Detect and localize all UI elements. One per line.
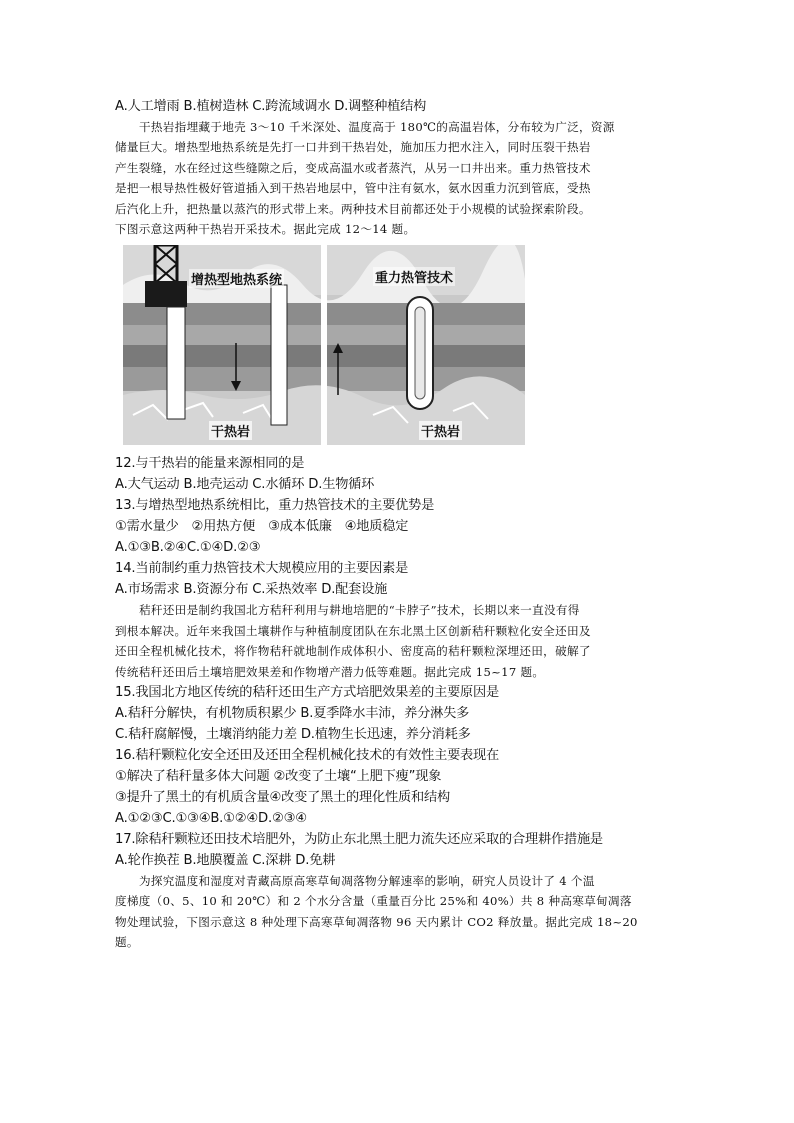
left-diagram-title: 增热型地热系统 [189, 269, 284, 288]
passage-line: 干热岩指埋藏于地壳 3～10 千米深处、温度高于 180℃的高温岩体，分布较为广泛，资源 [139, 120, 615, 134]
passage-line: 秸秆还田是制约我国北方秸秆利用与耕地培肥的“卡脖子”技术，长期以来一直没有得 [139, 603, 580, 618]
passage-litter-decomposition [115, 871, 695, 953]
passage-line: 储量巨大。增热型地热系统是先打一口井到干热岩处，施加压力把水注入，同时压裂干热岩 [115, 140, 591, 155]
passage-line: 物处理试验，下图示意这 8 种处理下高寒草甸凋落物 96 天内累计 CO2 释放量。据此完成 18~20 [115, 914, 638, 929]
q14-options: A.市场需求 B.资源分布 C.采热效率 D.配套设施 [115, 582, 388, 598]
q17-stem: 17.除秸秆颗粒还田技术培肥外，为防止东北黑土肥力流失还应采取的合理耕作措施是 [115, 832, 603, 848]
q16-stem: 16.秸秆颗粒化安全还田及还田全程机械化技术的有效性主要表现在 [115, 748, 500, 764]
q16-options: A.①②③C.①③④B.①②④D.②③④ [115, 811, 307, 827]
q13-items: ①需水量少 ②用热方便 ③成本低廉 ④地质稳定 [115, 519, 409, 535]
q12-stem: 12.与干热岩的能量来源相同的是 [115, 456, 305, 472]
q12-options: A.大气运动 B.地壳运动 C.水循环 D.生物循环 [115, 477, 375, 493]
passage-line: 后汽化上升，把热量以蒸汽的形式带上来。两种技术目前都还处于小规模的试验探索阶段。 [115, 201, 591, 216]
q13-options: A.①③B.②④C.①④D.②③ [115, 540, 261, 556]
passage-line: 到根本解决。近年来我国土壤耕作与种植制度团队在东北黑土区创新秸秆颗粒化安全还田及 [115, 623, 591, 638]
geothermal-illustration [123, 245, 525, 445]
passage-line: 还田全程机械化技术，将作物秸秆就地制作成体积小、密度高的秸秆颗粒深埋还田，破解了 [115, 644, 591, 659]
geothermal-figure [123, 245, 525, 445]
passage-hot-dry-rock [115, 117, 695, 239]
passage-line: 度梯度（0、5、10 和 20℃）和 2 个水分含量（重量百分比 25%和 40%）共 8 种高寒草甸凋落 [115, 894, 632, 909]
q11-options: A.人工增雨 B.植树造林 C.跨流域调水 D.调整种植结构 [115, 99, 427, 114]
exam-page [115, 96, 695, 953]
q16-items: ③提升了黑土的有机质含量④改变了黑土的理化性质和结构 [115, 790, 450, 806]
passage-line: 产生裂缝，水在经过这些缝隙之后，变成高温水或者蒸汽，从另一口井出来。重力热管技术 [115, 160, 591, 175]
passage-line: 题。 [115, 935, 139, 950]
q15-options: C.秸秆腐解慢，土壤消纳能力差 D.植物生长迅速，养分消耗多 [115, 727, 471, 743]
passage-straw-return [115, 600, 695, 682]
q13-stem: 13.与增热型地热系统相比，重力热管技术的主要优势是 [115, 498, 435, 514]
left-rock-label: 干热岩 [209, 421, 252, 440]
right-diagram-title: 重力热管技术 [373, 267, 455, 286]
q14-stem: 14.当前制约重力热管技术大规模应用的主要因素是 [115, 561, 409, 577]
passage-line: 是把一根导热性极好管道插入到干热岩地层中，管中注有氨水，氨水因重力沉到管底，受热 [115, 181, 591, 196]
q17-options: A.轮作换茬 B.地膜覆盖 C.深耕 D.免耕 [115, 853, 336, 869]
q16-items: ①解决了秸秆量多体大问题 ②改变了土壤“上肥下瘦”现象 [115, 769, 442, 785]
right-rock-label: 干热岩 [419, 421, 462, 440]
passage-line: 传统秸秆还田后土壤培肥效果差和作物增产潜力低等难题。据此完成 15~17 题。 [115, 664, 545, 679]
passage-line: 下图示意这两种干热岩开采技术。据此完成 12～14 题。 [115, 222, 416, 237]
passage-line: 为探究温度和湿度对青藏高原高寒草甸凋落物分解速率的影响，研究人员设计了 4 个温 [139, 874, 595, 889]
q15-options: A.秸秆分解快，有机物质积累少 B.夏季降水丰沛，养分淋失多 [115, 706, 470, 722]
q15-stem: 15.我国北方地区传统的秸秆还田生产方式培肥效果差的主要原因是 [115, 685, 500, 701]
